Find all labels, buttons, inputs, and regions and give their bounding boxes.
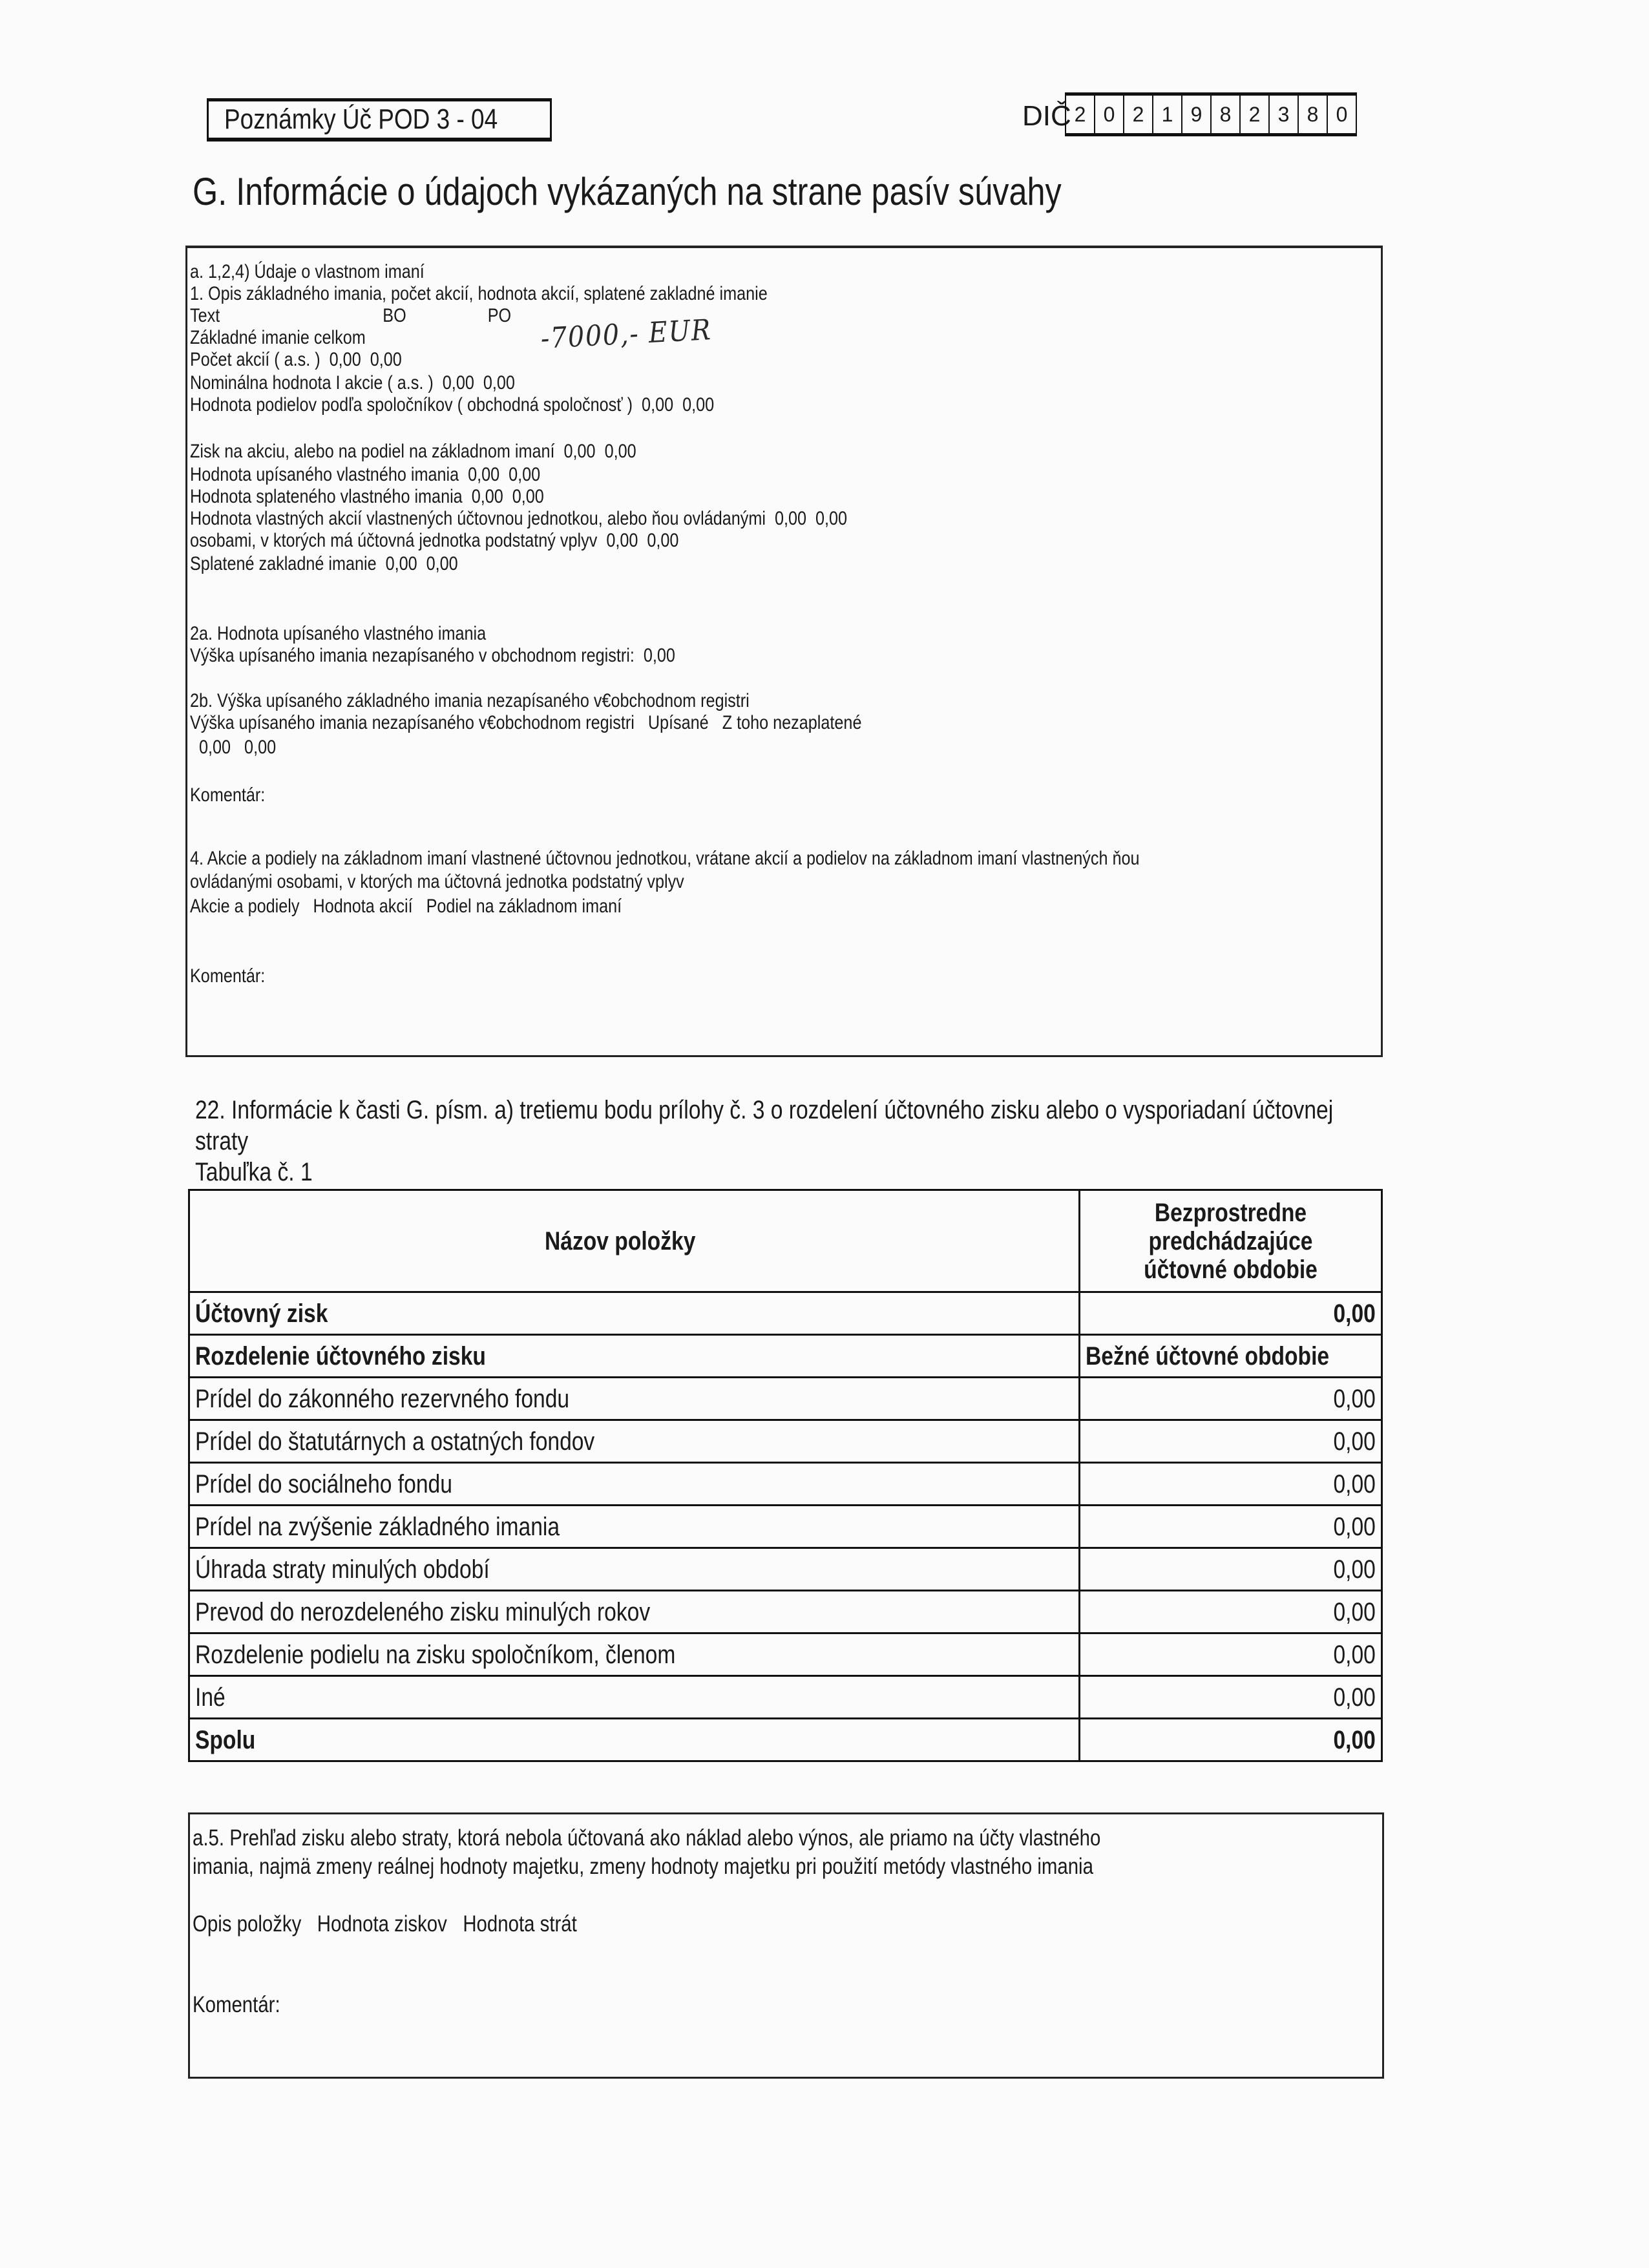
- text-line: Komentár:: [190, 784, 266, 806]
- dic-digit: 8: [1212, 96, 1241, 133]
- dic-label: DIČ: [1022, 100, 1071, 132]
- handwritten-note: -7000,- EUR: [540, 313, 713, 355]
- row-name-text: Rozdelenie účtovného zisku: [195, 1341, 486, 1370]
- table-label: [195, 1157, 335, 1188]
- table-row: [189, 1335, 1382, 1378]
- row-value-text: 0,00: [1333, 1384, 1376, 1413]
- text-line: Výška upísaného imania nezapísaného v€obchodnom registri Upísané Z toho nezaplatené: [190, 712, 862, 733]
- text-line: Splatené zakladné imanie 0,00 0,00: [190, 553, 458, 574]
- row-name-text: Úhrada straty minulých období: [195, 1555, 490, 1584]
- dic-digit: 2: [1066, 96, 1095, 133]
- text-line: Akcie a podiely Hodnota akcií Podiel na základnom imaní: [190, 896, 622, 917]
- table-header-row: [189, 1190, 1382, 1292]
- section-22-heading-text: 22. Informácie k časti G. písm. a) tretiemu bodu prílohy č. 3 o rozdelení účtovného zisku alebo o vysporiadaní účtovnej straty: [195, 1096, 1334, 1155]
- text-line: Komentár:: [190, 965, 266, 987]
- row-value-text: 0,00: [1333, 1427, 1376, 1456]
- row-value-text: 0,00: [1333, 1725, 1376, 1754]
- text-line: imania, najmä zmeny reálnej hodnoty majetku, zmeny hodnoty majetku pri použití metódy vlastného imania: [193, 1854, 1093, 1879]
- dic-digit: 0: [1328, 96, 1357, 133]
- row-value: [1080, 1633, 1382, 1676]
- row-name: [189, 1463, 1080, 1506]
- text-line: 1. Opis základného imania, počet akcií, hodnota akcií, splatené zakladné imanie: [190, 283, 768, 304]
- row-name: [189, 1378, 1080, 1420]
- row-value: [1080, 1292, 1382, 1335]
- row-name: [189, 1633, 1080, 1676]
- column-header-name-text: Názov položky: [544, 1226, 695, 1255]
- row-name-text: Rozdelenie podielu na zisku spoločníkom, členom: [195, 1640, 676, 1669]
- column-header-name: [189, 1190, 1080, 1292]
- row-name: [189, 1591, 1080, 1633]
- text-line: Hodnota splateného vlastného imania 0,00 0,00: [190, 486, 544, 507]
- text-line: Výška upísaného imania nezapísaného v obchodnom registri: 0,00: [190, 645, 675, 666]
- equity-info-box: [185, 246, 1383, 1057]
- text-line: osobami, v ktorých má účtovná jednotka podstatný vplyv 0,00 0,00: [190, 530, 679, 551]
- page-title: [193, 169, 1227, 215]
- text-line: a. 1,2,4) Údaje o vlastnom imaní: [190, 261, 425, 282]
- row-value-text: 0,00: [1333, 1597, 1376, 1626]
- table-row: [189, 1719, 1382, 1761]
- row-name-text: Účtovný zisk: [195, 1299, 328, 1328]
- text-line: Zisk na akciu, alebo na podiel na základnom imaní 0,00 0,00: [190, 441, 636, 462]
- row-value-text: Bežné účtovné obdobie: [1086, 1341, 1330, 1370]
- section-22-heading: [195, 1095, 1410, 1157]
- row-value-text: 0,00: [1333, 1640, 1376, 1669]
- row-value-text: 0,00: [1333, 1469, 1376, 1498]
- form-label-box: [207, 98, 552, 142]
- row-value: [1080, 1420, 1382, 1463]
- text-line: 2a. Hodnota upísaného vlastného imania: [190, 623, 487, 644]
- row-value-text: 0,00: [1333, 1299, 1376, 1328]
- row-name-text: Prídel do sociálneho fondu: [195, 1469, 452, 1498]
- dic-digit: 1: [1153, 96, 1182, 133]
- table-row: [189, 1463, 1382, 1506]
- row-name: [189, 1292, 1080, 1335]
- dic-digit: 8: [1299, 96, 1328, 133]
- row-value: [1080, 1676, 1382, 1719]
- text-line: 4. Akcie a podiely na základnom imaní vlastnené účtovnou jednotkou, vrátane akcií a podielov na základnom imaní vlastnených ňou: [190, 848, 1140, 869]
- column-header-value: [1080, 1190, 1382, 1292]
- text-line: 0,00 0,00: [190, 737, 277, 758]
- row-value: [1080, 1506, 1382, 1548]
- dic-digit: 2: [1241, 96, 1270, 133]
- table-row: [189, 1420, 1382, 1463]
- text-line: 2b. Výška upísaného základného imania nezapísaného v€obchodnom registri: [190, 690, 750, 711]
- text-line: Hodnota vlastných akcií vlastnených účtovnou jednotkou, alebo ňou ovládanými 0,00 0,00: [190, 508, 848, 529]
- row-value-text: 0,00: [1333, 1512, 1376, 1541]
- text-line: Základné imanie celkom: [190, 327, 366, 348]
- row-value: [1080, 1591, 1382, 1633]
- form-label: Poznámky Úč POD 3 - 04: [224, 103, 498, 135]
- table-row: [189, 1676, 1382, 1719]
- text-line: Nominálna hodnota I akcie ( a.s. ) 0,00 0,00: [190, 372, 515, 394]
- profit-distribution-table: [188, 1189, 1383, 1762]
- dic-digit-boxes: [1065, 92, 1357, 136]
- text-line: Hodnota upísaného vlastného imania 0,00 0,00: [190, 464, 541, 485]
- table-row: [189, 1591, 1382, 1633]
- row-value: [1080, 1548, 1382, 1591]
- column-header-value-text: Bezprostredne predchádzajúce účtovné obdobie: [1144, 1198, 1318, 1284]
- row-value: [1080, 1335, 1382, 1378]
- row-name-text: Spolu: [195, 1725, 256, 1754]
- row-name: [189, 1676, 1080, 1719]
- row-value: [1080, 1378, 1382, 1420]
- table-row: [189, 1548, 1382, 1591]
- table-row: [189, 1506, 1382, 1548]
- equity-gains-box: [188, 1812, 1384, 2079]
- row-name-text: Prídel do zákonného rezervného fondu: [195, 1384, 570, 1413]
- dic-digit: 2: [1124, 96, 1153, 133]
- text-line: a.5. Prehľad zisku alebo straty, ktorá nebola účtovaná ako náklad alebo výnos, ale priamo na účty vlastného: [193, 1825, 1101, 1851]
- table-row: [189, 1633, 1382, 1676]
- table-row: [189, 1292, 1382, 1335]
- row-value: [1080, 1463, 1382, 1506]
- page-title-text: G. Informácie o údajoch vykázaných na strane pasív súvahy: [193, 170, 1062, 213]
- text-line: Opis položky Hodnota ziskov Hodnota strát: [193, 1911, 577, 1937]
- text-line: Text BO PO: [190, 305, 512, 326]
- row-name-text: Iné: [195, 1683, 226, 1712]
- dic-digit: 0: [1095, 96, 1124, 133]
- text-line: ovládanými osobami, v ktorých ma účtovná jednotka podstatný vplyv: [190, 871, 684, 892]
- row-name-text: Prídel na zvýšenie základného imania: [195, 1512, 560, 1541]
- row-name: [189, 1506, 1080, 1548]
- row-value-text: 0,00: [1333, 1683, 1376, 1712]
- text-line: Počet akcií ( a.s. ) 0,00 0,00: [190, 349, 402, 370]
- table-label-text: Tabuľka č. 1: [195, 1158, 313, 1186]
- dic-digit: 3: [1270, 96, 1299, 133]
- row-name-text: Prevod do nerozdeleného zisku minulých rokov: [195, 1597, 651, 1626]
- text-line: Hodnota podielov podľa spoločníkov ( obchodná spoločnosť ) 0,00 0,00: [190, 394, 715, 415]
- row-name-text: Prídel do štatutárnych a ostatných fondov: [195, 1427, 595, 1456]
- dic-digit: 9: [1182, 96, 1212, 133]
- row-name: [189, 1420, 1080, 1463]
- text-line: Komentár:: [193, 1992, 280, 2017]
- row-name: [189, 1719, 1080, 1761]
- row-value: [1080, 1719, 1382, 1761]
- row-name: [189, 1548, 1080, 1591]
- row-value-text: 0,00: [1333, 1555, 1376, 1584]
- table-row: [189, 1378, 1382, 1420]
- row-name: [189, 1335, 1080, 1378]
